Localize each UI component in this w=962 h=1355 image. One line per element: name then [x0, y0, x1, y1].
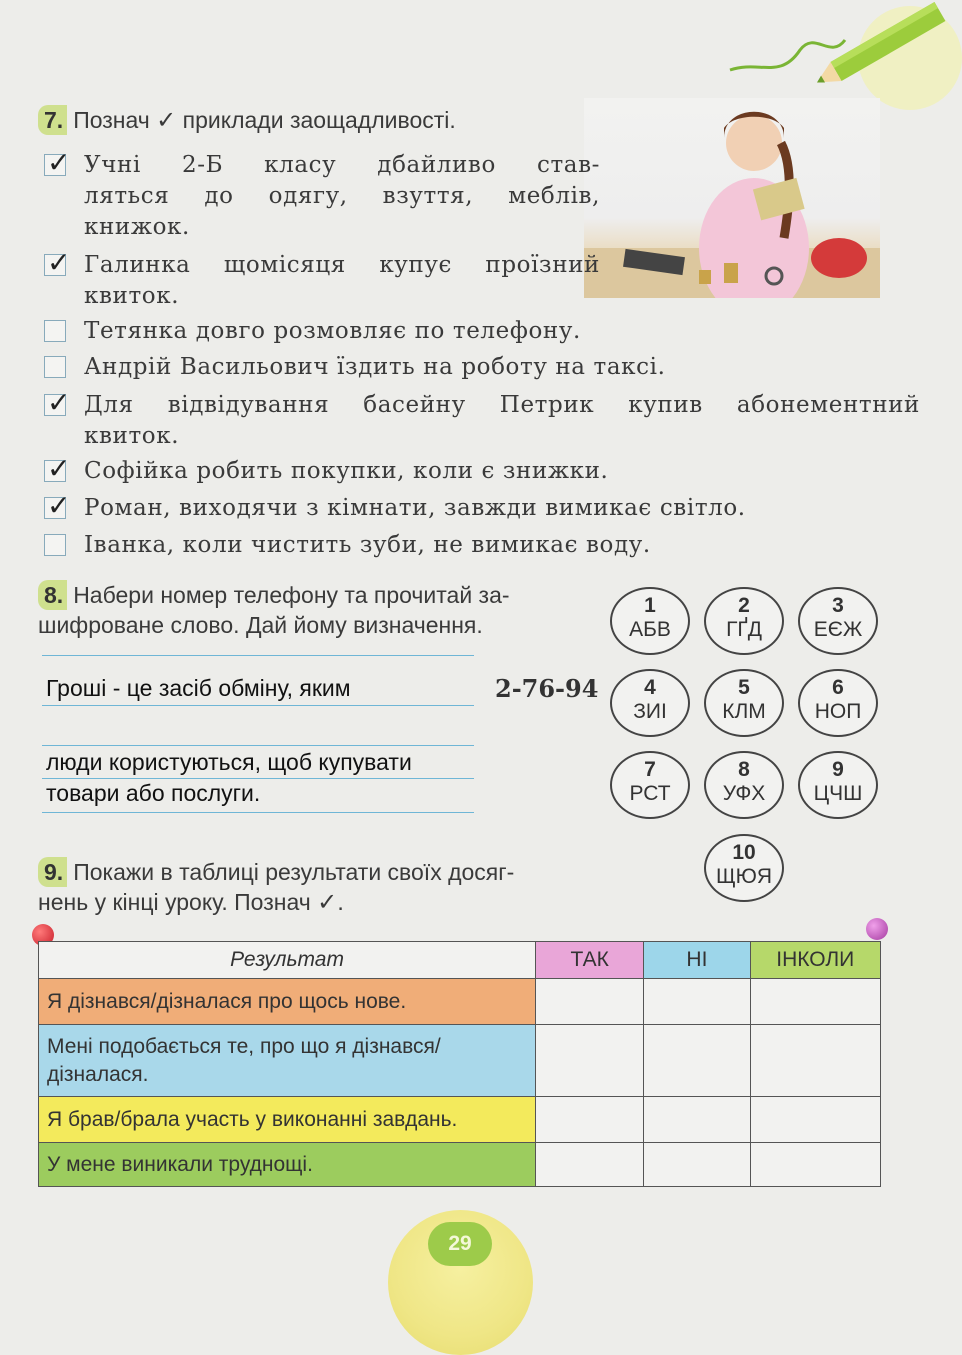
checkbox[interactable]	[44, 489, 72, 522]
writing-line	[42, 655, 474, 656]
checkbox[interactable]	[44, 534, 66, 556]
answer-cell[interactable]	[536, 1025, 644, 1097]
key-number: 1	[644, 594, 656, 617]
task7-title	[38, 105, 456, 136]
keypad-key-7[interactable]	[610, 751, 690, 819]
keypad-key-5[interactable]	[704, 669, 784, 737]
task9-title-line2: нень у кінці уроку. Познач	[38, 889, 311, 915]
check-icon: ✓	[47, 452, 72, 485]
task7-item-text	[84, 250, 600, 312]
writing-line	[42, 812, 474, 813]
answer-line-3[interactable]: товари або послуги.	[46, 780, 261, 806]
task8-title-line2: шифроване слово. Дай йому визначення.	[38, 612, 483, 638]
table-header-ні: НІ	[644, 942, 750, 979]
task7-item-line: ляться до одягу, взуття, меблів,	[84, 183, 600, 209]
table-header-інколи: ІНКОЛИ	[750, 942, 880, 979]
key-number: 10	[732, 841, 756, 864]
key-letters: ГҐД	[726, 618, 762, 641]
task7-item-text	[84, 150, 600, 243]
answer-cell[interactable]	[644, 979, 750, 1025]
key-number: 4	[644, 676, 656, 699]
answer-line-1[interactable]: Гроші - це засіб обміну, яким	[46, 675, 351, 701]
page-number: 29	[428, 1222, 492, 1266]
key-letters: ЗИІ	[633, 700, 667, 723]
page-number-badge	[388, 1210, 533, 1355]
task8-title-line1: Набери номер телефону та прочитай за-	[73, 582, 510, 608]
key-letters: ЕЄЖ	[813, 618, 863, 641]
table-row	[39, 1097, 881, 1143]
key-number: 3	[832, 594, 844, 617]
table-row	[39, 1025, 881, 1097]
key-number: 5	[738, 676, 750, 699]
keypad-key-10[interactable]	[704, 834, 784, 902]
answer-cell[interactable]	[536, 1143, 644, 1187]
task7-item-text	[84, 316, 924, 347]
answer-cell[interactable]	[750, 1025, 880, 1097]
key-number: 7	[644, 758, 656, 781]
task7-item-text	[84, 493, 924, 524]
check-icon: ✓	[47, 146, 72, 179]
phone-code: 2-76-94	[495, 674, 599, 703]
task7-title-before: Познач	[73, 107, 150, 133]
answer-cell[interactable]	[536, 979, 644, 1025]
task8-title	[38, 580, 598, 640]
check-icon: ✓	[156, 107, 177, 134]
checkbox[interactable]	[44, 356, 66, 378]
task9-number: 9.	[38, 857, 67, 887]
answer-cell[interactable]	[750, 979, 880, 1025]
task7-item-line: Андрій Васильович їздить на роботу на таксі.	[84, 354, 666, 380]
table-header-result: Результат	[39, 942, 536, 979]
girl-counting-money-image	[584, 98, 880, 298]
writing-line	[42, 745, 474, 746]
pencil-decoration-icon	[720, 0, 962, 110]
task7-item-line: квиток.	[84, 283, 180, 309]
check-icon: ✓	[47, 246, 72, 279]
writing-line	[42, 778, 474, 779]
answer-cell[interactable]	[644, 1097, 750, 1143]
key-letters: КЛМ	[722, 700, 766, 723]
results-table	[38, 941, 881, 1187]
key-letters: РСТ	[629, 782, 671, 805]
task7-item-text	[84, 456, 924, 487]
table-header-так: ТАК	[536, 942, 644, 979]
task7-item-text	[84, 530, 924, 561]
writing-line	[42, 705, 474, 706]
answer-cell[interactable]	[536, 1097, 644, 1143]
task7-item-line: книжок.	[84, 214, 190, 240]
check-icon: ✓	[47, 386, 72, 419]
result-label: У мене виникали труднощі.	[39, 1143, 536, 1187]
task7-item-line: Іванка, коли чистить зуби, не вимикає воду.	[84, 532, 651, 558]
task7-item-text	[84, 352, 924, 383]
task7-title-after: приклади заощадливості.	[182, 107, 456, 133]
checkbox[interactable]	[44, 146, 72, 179]
key-number: 8	[738, 758, 750, 781]
keypad-key-2[interactable]	[704, 587, 784, 655]
task9-title	[38, 857, 598, 918]
task7-item-line: Галинка щомісяця купує проїзний	[84, 252, 600, 278]
key-letters: ЩЮЯ	[715, 865, 773, 888]
key-number: 6	[832, 676, 844, 699]
keypad-key-4[interactable]	[610, 669, 690, 737]
task7-item-line: Для відвідування басейну Петрик купив абонементний	[84, 392, 920, 418]
answer-cell[interactable]	[750, 1143, 880, 1187]
purple-pin-icon	[866, 918, 888, 940]
keypad-key-9[interactable]	[798, 751, 878, 819]
task7-number: 7.	[38, 105, 67, 135]
key-number: 9	[832, 758, 844, 781]
task7-item-text	[84, 390, 920, 452]
task9-title-line1: Покажи в таблиці результати своїх досяг-	[73, 859, 515, 885]
checkbox[interactable]	[44, 320, 66, 342]
keypad-key-8[interactable]	[704, 751, 784, 819]
table-row	[39, 979, 881, 1025]
task7-item-line: Софійка робить покупки, коли є знижки.	[84, 458, 609, 484]
keypad-key-3[interactable]	[798, 587, 878, 655]
key-letters: УФХ	[722, 782, 766, 805]
result-label: Мені подобається те, про що я дізнався/ дізналася.	[39, 1025, 536, 1097]
task7-item-line: Роман, виходячи з кімнати, завжди вимикає світло.	[84, 495, 746, 521]
key-letters: НОП	[814, 700, 862, 723]
result-label: Я брав/брала участь у виконанні завдань.	[39, 1097, 536, 1143]
answer-line-2[interactable]: люди користуються, щоб купувати	[46, 749, 412, 775]
task7-item-line: Учні 2-Б класу дбайливо став-	[84, 152, 600, 178]
checkbox[interactable]	[44, 246, 72, 279]
task7-item-line: квиток.	[84, 423, 180, 449]
answer-cell[interactable]	[644, 1025, 750, 1097]
task8-number: 8.	[38, 580, 67, 610]
result-label: Я дізнався/дізналася про щось нове.	[39, 979, 536, 1025]
keypad-key-1[interactable]	[610, 587, 690, 655]
table-row	[39, 1143, 881, 1187]
check-icon: ✓	[47, 489, 72, 522]
key-number: 2	[738, 594, 750, 617]
keypad-key-6[interactable]	[798, 669, 878, 737]
answer-cell[interactable]	[644, 1143, 750, 1187]
key-letters: ЦЧШ	[813, 782, 863, 805]
answer-cell[interactable]	[750, 1097, 880, 1143]
checkbox[interactable]	[44, 386, 72, 419]
results-table-header	[39, 942, 881, 979]
checkbox[interactable]	[44, 452, 72, 485]
check-icon: ✓.	[317, 889, 344, 916]
task7-item-line: Тетянка довго розмовляє по телефону.	[84, 318, 581, 344]
key-letters: АБВ	[629, 618, 671, 641]
